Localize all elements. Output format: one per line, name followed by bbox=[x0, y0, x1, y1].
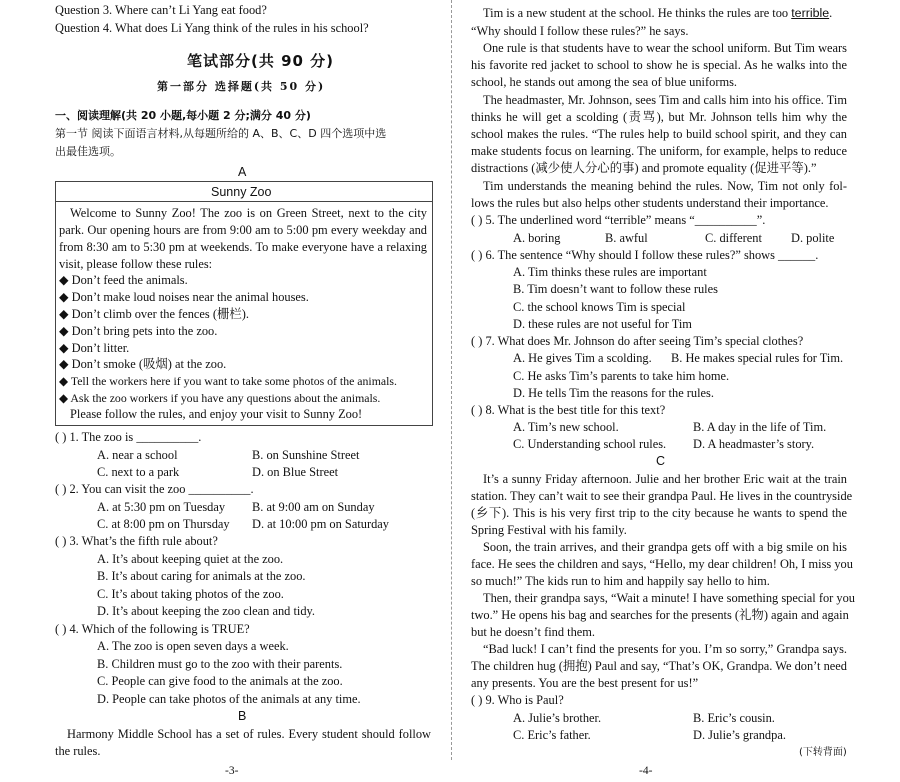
option: A. Julie’s brother. bbox=[513, 711, 602, 725]
diamond-bullet-icon: ◆ bbox=[59, 341, 72, 355]
question-9: ( ) 9. Who is Paul? bbox=[471, 693, 564, 707]
diamond-bullet-icon: ◆ bbox=[59, 290, 72, 304]
option: A. Tim thinks these rules are important bbox=[513, 265, 707, 279]
question-8: ( ) 8. What is the best title for this text? bbox=[471, 403, 666, 417]
passage-b-line: make students focus on learning. The uniform, for example, helps to reduce bbox=[471, 144, 847, 158]
question-4: ( ) 4. Which of the following is TRUE? bbox=[55, 622, 250, 636]
notice-title: Sunny Zoo bbox=[211, 185, 272, 199]
rule-item: ◆ Don’t climb over the fences (栅栏). bbox=[59, 307, 249, 321]
passage-b-line: Tim understands the meaning behind the rules. Now, Tim not only fol- bbox=[483, 179, 847, 193]
notice-line: visit, please follow these rules: bbox=[59, 257, 213, 271]
passage-c-line: but he doesn’t find them. bbox=[471, 625, 596, 639]
passage-c-line: face. He sees the children and says, “Hello, my dear children! Oh, I miss you bbox=[471, 557, 853, 571]
question-2: ( ) 2. You can visit the zoo __________. bbox=[55, 482, 254, 496]
passage-b-line: school makes the rules. “The rules help to build school spirit, and they can bbox=[471, 127, 847, 141]
passage-c-line: so much!” The kids run to him and happily say hello to him. bbox=[471, 574, 770, 588]
option: B. It’s about caring for animals at the zoo. bbox=[97, 569, 306, 583]
option: A. near a school bbox=[97, 448, 178, 462]
passage-c-line: Soon, the train arrives, and their grandpa gets off with a big smile on his bbox=[483, 540, 847, 554]
option: D. A headmaster’s story. bbox=[693, 437, 815, 451]
passage-c-line: Then, their grandpa says, “Wait a minute! I have something special for you bbox=[483, 591, 855, 605]
passage-b-line: Harmony Middle School has a set of rules. Every student should follow bbox=[67, 727, 431, 741]
option: A. The zoo is open seven days a week. bbox=[97, 639, 289, 653]
rule-item: ◆ Tell the workers here if you want to take some photos of the animals. bbox=[59, 374, 397, 388]
passage-c-line: Spring Festival with his family. bbox=[471, 523, 627, 537]
option: C. People can give food to the animals at the zoo. bbox=[97, 674, 343, 688]
question-5: ( ) 5. The underlined word “terrible” means “__________”. bbox=[471, 213, 766, 227]
diamond-bullet-icon: ◆ bbox=[59, 273, 72, 287]
rule-item: ◆ Don’t feed the animals. bbox=[59, 273, 188, 287]
option: A. boring bbox=[513, 231, 561, 245]
passage-b-line: The headmaster, Mr. Johnson, sees Tim and calls him into his office. Tim bbox=[483, 93, 847, 107]
option: B. Eric’s cousin. bbox=[693, 711, 775, 725]
passage-b-line: One rule is that students have to wear the school uniform. But Tim wears bbox=[483, 41, 847, 55]
option: D. It’s about keeping the zoo clean and tidy. bbox=[97, 604, 316, 618]
notice-line: Welcome to Sunny Zoo! The zoo is on Green Street, next to the city bbox=[70, 206, 427, 220]
passage-b-line: Tim is a new student at the school. He thinks the rules are too terrible. bbox=[483, 6, 833, 20]
rule-item: ◆ Ask the zoo workers if you have any questions about the animals. bbox=[59, 391, 381, 405]
underlined-word: terrible bbox=[791, 6, 830, 20]
passage-b-line: school, he stands out among the sea of blue uniforms. bbox=[471, 75, 738, 89]
option: C. the school knows Tim is special bbox=[513, 300, 686, 314]
option: B. A day in the life of Tim. bbox=[693, 420, 827, 434]
diamond-bullet-icon: ◆ bbox=[59, 391, 71, 405]
passage-b-line: lows the rules but also helps other students understand their importance. bbox=[471, 196, 829, 210]
diamond-bullet-icon: ◆ bbox=[59, 357, 72, 371]
option: B. He makes special rules for Tim. bbox=[671, 351, 844, 365]
passage-c-line: any presents. You are the best present for us!” bbox=[471, 676, 699, 690]
page-divider bbox=[451, 0, 452, 760]
option: D. Julie’s grandpa. bbox=[693, 728, 786, 742]
passage-c-line: (乡下). This is his very first trip to the city because he wants to spend the bbox=[471, 506, 847, 520]
option: D. these rules are not useful for Tim bbox=[513, 317, 692, 331]
question-6: ( ) 6. The sentence “Why should I follow these rules?” shows ______. bbox=[471, 248, 819, 262]
rule-item: ◆ Don’t smoke (吸烟) at the zoo. bbox=[59, 357, 227, 371]
option: A. at 5:30 pm on Tuesday bbox=[97, 500, 226, 514]
option: C. next to a park bbox=[97, 465, 180, 479]
passage-c-line: “Bad luck! I can’t find the presents for you. I’m so sorry,” Grandpa says. bbox=[483, 642, 847, 656]
passage-c-line: The children hug (拥抱) Paul and say, “That’s OK, Grandpa. We don’t need bbox=[471, 659, 847, 673]
passage-c-letter: C bbox=[656, 454, 666, 468]
passage-c-line: station. They can’t wait to see their grandpa Paul. He lives in the countryside bbox=[471, 489, 853, 503]
passage-b-line: distractions (减少使人分心的事) and promote equality (促进平等).” bbox=[471, 161, 817, 175]
passage-b-line: his favorite red jacket to school to show he is special. As he walks into the bbox=[471, 58, 847, 72]
option: B. Children must go to the zoo with their parents. bbox=[97, 657, 343, 671]
written-section-title: 笔试部分(共 90 分) bbox=[187, 52, 335, 70]
option: B. Tim doesn’t want to follow these rules bbox=[513, 282, 718, 296]
option: A. Tim’s new school. bbox=[513, 420, 619, 434]
part-one-title: 第一部分 选择题(共 50 分) bbox=[157, 80, 326, 93]
notice-line: park. Our opening hours are from 9:00 am to 5:00 pm every weekday and bbox=[59, 223, 427, 237]
option: C. different bbox=[705, 231, 762, 245]
option: B. awful bbox=[605, 231, 648, 245]
turn-over-note: (下转背面) bbox=[799, 747, 847, 758]
passage-c-line: two.” He opens his bag and searches for the presents (礼物) again and again bbox=[471, 608, 849, 622]
notice-line: from 8:30 am to 5:30 pm at weekends. To make everyone have a relaxing bbox=[59, 240, 427, 254]
option: C. He asks Tim’s parents to take him home. bbox=[513, 369, 730, 383]
passage-c-line: It’s a sunny Friday afternoon. Julie and her brother Eric wait at the train bbox=[483, 472, 847, 486]
question-7: ( ) 7. What does Mr. Johnson do after seeing Tim’s special clothes? bbox=[471, 334, 804, 348]
listening-question-4: Question 4. What does Li Yang think of the rules in his school? bbox=[55, 21, 369, 35]
passage-b-letter: B bbox=[238, 709, 247, 723]
option: C. Eric’s father. bbox=[513, 728, 591, 742]
option: B. at 9:00 am on Sunday bbox=[252, 500, 375, 514]
diamond-bullet-icon: ◆ bbox=[59, 374, 71, 388]
passage-b-line: the rules. bbox=[55, 744, 101, 758]
option: D. He tells Tim the reasons for the rules. bbox=[513, 386, 714, 400]
option: C. It’s about taking photos of the zoo. bbox=[97, 587, 284, 601]
passage-b-line: “Why should I follow these rules?” he says. bbox=[471, 24, 689, 38]
question-3: ( ) 3. What’s the fifth rule about? bbox=[55, 534, 218, 548]
diamond-bullet-icon: ◆ bbox=[59, 307, 72, 321]
option: C. Understanding school rules. bbox=[513, 437, 667, 451]
passage-a-letter: A bbox=[238, 165, 247, 179]
notice-title-rule bbox=[55, 201, 433, 202]
option: B. on Sunshine Street bbox=[252, 448, 360, 462]
option: D. polite bbox=[791, 231, 835, 245]
rule-item: ◆ Don’t make loud noises near the animal houses. bbox=[59, 290, 309, 304]
section-instruction-cont: 出最佳选项。 bbox=[55, 145, 121, 158]
option: D. at 10:00 pm on Saturday bbox=[252, 517, 389, 531]
rule-item: ◆ Don’t litter. bbox=[59, 341, 130, 355]
option: A. He gives Tim a scolding. bbox=[513, 351, 652, 365]
notice-closing: Please follow the rules, and enjoy your visit to Sunny Zoo! bbox=[70, 407, 363, 421]
question-1: ( ) 1. The zoo is __________. bbox=[55, 430, 202, 444]
reading-section-heading: 一、阅读理解(共 20 小题,每小题 2 分;满分 40 分) bbox=[55, 109, 311, 122]
option: A. It’s about keeping quiet at the zoo. bbox=[97, 552, 284, 566]
option: C. at 8:00 pm on Thursday bbox=[97, 517, 230, 531]
section-instruction: 第一节 阅读下面语言材料,从每题所给的 A、B、C、D 四个选项中选 bbox=[55, 127, 387, 140]
listening-question-3: Question 3. Where can’t Li Yang eat food? bbox=[55, 3, 267, 17]
diamond-bullet-icon: ◆ bbox=[59, 324, 72, 338]
passage-b-line: thinks he will get a scolding (责骂), but Mr. Johnson tells him why the bbox=[471, 110, 847, 124]
rule-item: ◆ Don’t bring pets into the zoo. bbox=[59, 324, 218, 338]
page-number: -3- bbox=[225, 765, 239, 777]
option: D. People can take photos of the animals at any time. bbox=[97, 692, 361, 706]
option: D. on Blue Street bbox=[252, 465, 339, 479]
page-number: -4- bbox=[639, 765, 653, 777]
